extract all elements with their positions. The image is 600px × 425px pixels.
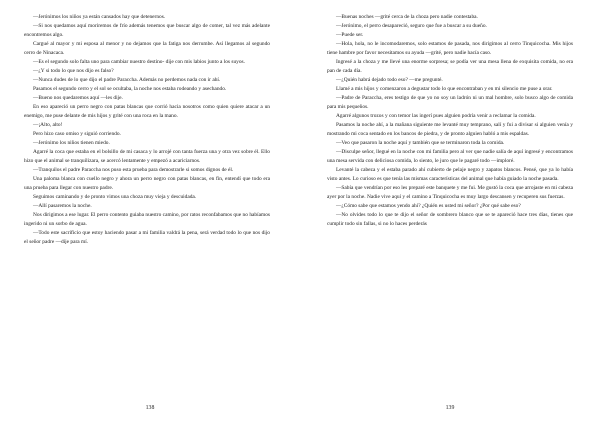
paragraph: —Puede ser. bbox=[336, 32, 364, 38]
paragraph: —Es el segundo solo falta uno para cambiar nuestro destino- dije con mis labios junto a los suyos. bbox=[33, 59, 245, 65]
paragraph: —Hola, hola, no le incomodaremos, solo estamos de pasada, nos dirigimos al cerro Tinquicocha. Mis hijos tiene hambre por favor necesitamos su ayuda —grité, pero nadie hacía caso. bbox=[327, 41, 573, 56]
paragraph: —¿Quién habrá dejado todo eso? —me pregunté. bbox=[336, 77, 443, 83]
paragraph: Llamé a mis hijos y comenzaron a degustar todo lo que encontraban y en mi silencio me puse a orar. bbox=[336, 86, 553, 92]
paragraph: Pasamos la noche ahí, a la mañana siguiente me levanté muy temprano, salí y fui a divisar si alguien venía y mostrando mi coca sentado en los bancos de piedra, y de pronto alguien habló a mis espaldas. bbox=[327, 122, 573, 137]
paragraph: Agarré algunos trozos y con temor las ingerí pues alguien podría venir a reclamar la comida. bbox=[336, 113, 536, 119]
paragraph: Una paloma blanca con cuello negro y ahora un perro negro con patas blancas, en fin, entendí que todo era una prueba para llegar con nuestro padre. bbox=[24, 176, 270, 191]
paragraph: Levanté la cabeza y el estaba parado ahí cubierto de pelaje negro y zapatos blancos. Pensé, que ya lo había visto antes. Lo curioso es que tenía las mismas características del animal que había guiado la noche pasada. bbox=[327, 167, 573, 182]
paragraph: —Bueno nos quedaremos aquí —les dije. bbox=[33, 95, 123, 101]
paragraph: —¿Y si todo lo que nos dijo es falso? bbox=[33, 68, 114, 74]
paragraph: —Buenas noches —grité cerca de la choza pero nadie contestaba. bbox=[336, 14, 478, 20]
paragraph: —No olvides todo lo que te dijo el señor de sombrero blanco que se te apareció hace tres días, tienes que cumplir todo sin fallas, si no lo haces perderás bbox=[327, 212, 573, 227]
paragraph: Agarré la coca que estaba en el bolsillo de mi casaca y lo arrojé con tanta fuerza una y otra vez sobre él. Ello hizo que el animal se tranquilizara, se acercó lentamente y empezó a acariciarnos. bbox=[24, 149, 270, 164]
paragraph: —Jerónimo, el perro desapareció, seguro que fue a buscar a su dueño. bbox=[336, 23, 487, 29]
paragraph: —Veo que pasaron la noche aquí y también que se terminaron toda la comida. bbox=[336, 140, 505, 146]
paragraph: —Sabía que vendrían por eso les preparé este banquete y me fui. Me gustó la coca que arrojaste en mi cabeza ayer por la noche. Nadie vive aquí y el camino a Tinquicocha es muy largo descansen y recuperen sus fuerzas. bbox=[327, 185, 573, 200]
left-page-number: 138 bbox=[145, 405, 155, 411]
right-page-text bbox=[327, 13, 573, 229]
paragraph: —Todo este sacrificio que estoy haciendo pasar a mi familia valdrá la pena, será verdad todo lo que nos dijo el señor padre —dije para mí. bbox=[24, 230, 270, 245]
paragraph: —Padre de Paraccha, eres testigo de que yo no soy un ladrón ni un mal hombre, solo busco algo de comida para mis pequeños. bbox=[327, 95, 573, 110]
right-page-number: 139 bbox=[445, 405, 455, 411]
paragraph: Cargué al mayor y mi esposa al menor y no dejamos que la fatiga nos derrumbe. Así llegamos al segundo cerro de Ninacaca. bbox=[24, 41, 270, 56]
paragraph: —¡Alto, alto! bbox=[33, 122, 63, 128]
paragraph: Seguimos caminando y de pronto vimos una choza muy vieja y descuidada. bbox=[33, 194, 197, 200]
paragraph: —Jerónimo los niños tienen miedo. bbox=[33, 140, 110, 146]
paragraph: —Nunca dudes de lo que dijo el padre Paraccha. Además no perdemos nada con ir ahí. bbox=[33, 77, 221, 83]
paragraph: Pero hizo caso omiso y siguió corriendo. bbox=[33, 131, 121, 137]
paragraph: —Jerónimos los niños ya están cansados hay que detenernos. bbox=[33, 14, 166, 20]
paragraph: Ingresé a la choza y me llevé una enorme sorpresa; se podía ver una mesa llena de exquisita comida, no era pan de cada día. bbox=[327, 59, 573, 74]
left-page-text bbox=[24, 13, 270, 247]
paragraph: En eso apareció un perro negro con patas blancas que corrió hacia nosotros como quien quiere atacar a un enemigo, me puse delante de mis hijos y grité con una roca en la mano. bbox=[24, 104, 270, 119]
paragraph: —Disculpe señor, llegué en la noche con mi familia pero al ver que nadie salía de aquí ingresé y encontramos una mesa servida con deliciosa comida, lo siento, le juro que le pagaré todo —imploré. bbox=[327, 149, 573, 164]
paragraph: —¿Cómo sabe que estamos yendo ahí? ¿Quién es usted mi señor? ¿Por qué sabe eso? bbox=[336, 203, 521, 209]
paragraph: —Allí pasaremos la noche. bbox=[33, 203, 92, 209]
paragraph: —Si nos quedamos aquí moriremos de frío además tenemos que buscar algo de comer, tal vez más adelante encontremos algo. bbox=[24, 23, 270, 38]
paragraph: —Tranquilos el padre Paraccha nos puso esta prueba para demostrarle si somos dignos de él. bbox=[33, 167, 234, 173]
paragraph: Nos dirigimos a ese lugar. El perro contento guiaba nuestro camino, por ratos reconfabamos que no habíamos ingerido ni un sorbo de agua. bbox=[24, 212, 270, 227]
paragraph: Pasamos el segundo cerro y el sol se ocultaba, la noche nos estaba rodeando y asechando. bbox=[33, 86, 227, 92]
